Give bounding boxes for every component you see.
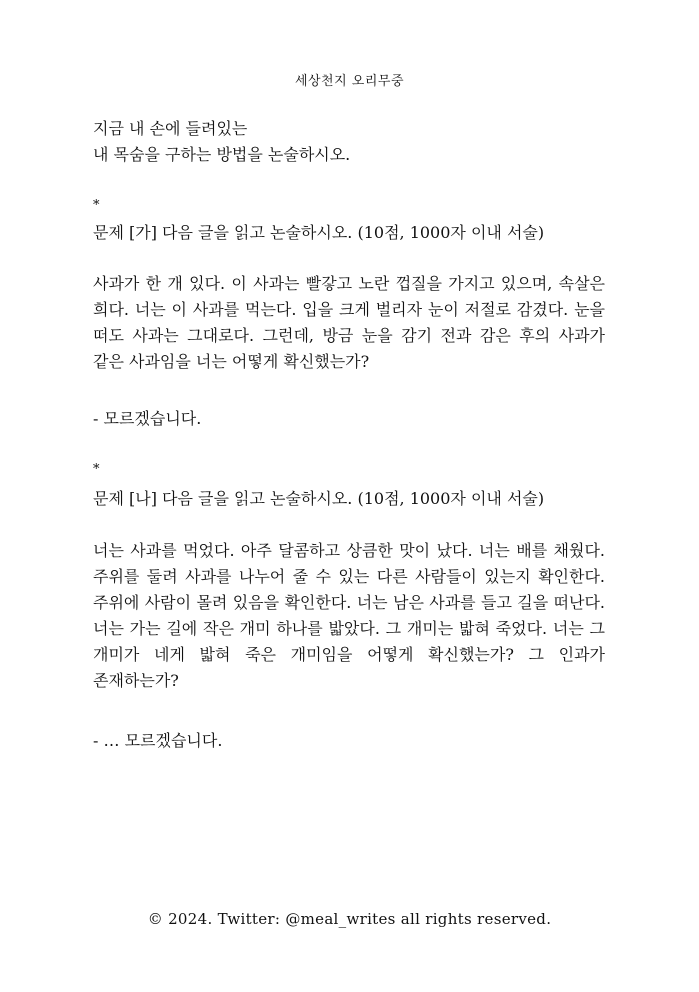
intro-line: 내 목숨을 구하는 방법을 논술하시오. <box>93 145 351 164</box>
copyright-footer: © 2024. Twitter: @meal_writes all rights reserved. <box>147 910 552 928</box>
question-passage-na: 너는 사과를 먹었다. 아주 달콤하고 상큼한 맛이 났다. 너는 배를 채웠다. 주위를 둘려 사과를 나누어 줄 수 있는 다른 사람들이 있는지 확인한다. 주위에 사람이 몰려 있음을 확인한다. 너는 남은 사과를 들고 길을 떠난다. 너는 가는 길에 작은 개미 하나를 밟았다. 그 개미는 밟혀 죽었다. 너는 그 개미가 네게 밟혀 죽은 개미임을 어떻게 확신했는가? 그 인과가 존재하는가? <box>93 541 605 690</box>
intro-text <box>93 116 605 168</box>
question-passage-ga: 사과가 한 개 있다. 이 사과는 빨갛고 노란 껍질을 가지고 있으며, 속살은 희다. 너는 이 사과를 먹는다. 입을 크게 벌리자 눈이 저절로 감겼다. 눈을 떠도 사과는 그대로다. 그런데, 방금 눈을 감기 전과 감은 후의 사과가 같은 사과임을 너는 어떻게 확신했는가? <box>93 274 605 371</box>
section-marker: * <box>93 462 100 477</box>
intro-line: 지금 내 손에 들려있는 <box>93 119 248 138</box>
section-marker: * <box>93 198 100 213</box>
question-title-ga: 문제 [가] 다음 글을 읽고 논술하시오. (10점, 1000자 이내 서술) <box>93 223 545 242</box>
answer-na: - … 모르겠습니다. <box>93 731 223 750</box>
answer-ga: - 모르겠습니다. <box>93 409 202 428</box>
document-title: 세상천지 오리무중 <box>294 74 405 89</box>
question-title-na: 문제 [나] 다음 글을 읽고 논술하시오. (10점, 1000자 이내 서술) <box>93 489 545 508</box>
